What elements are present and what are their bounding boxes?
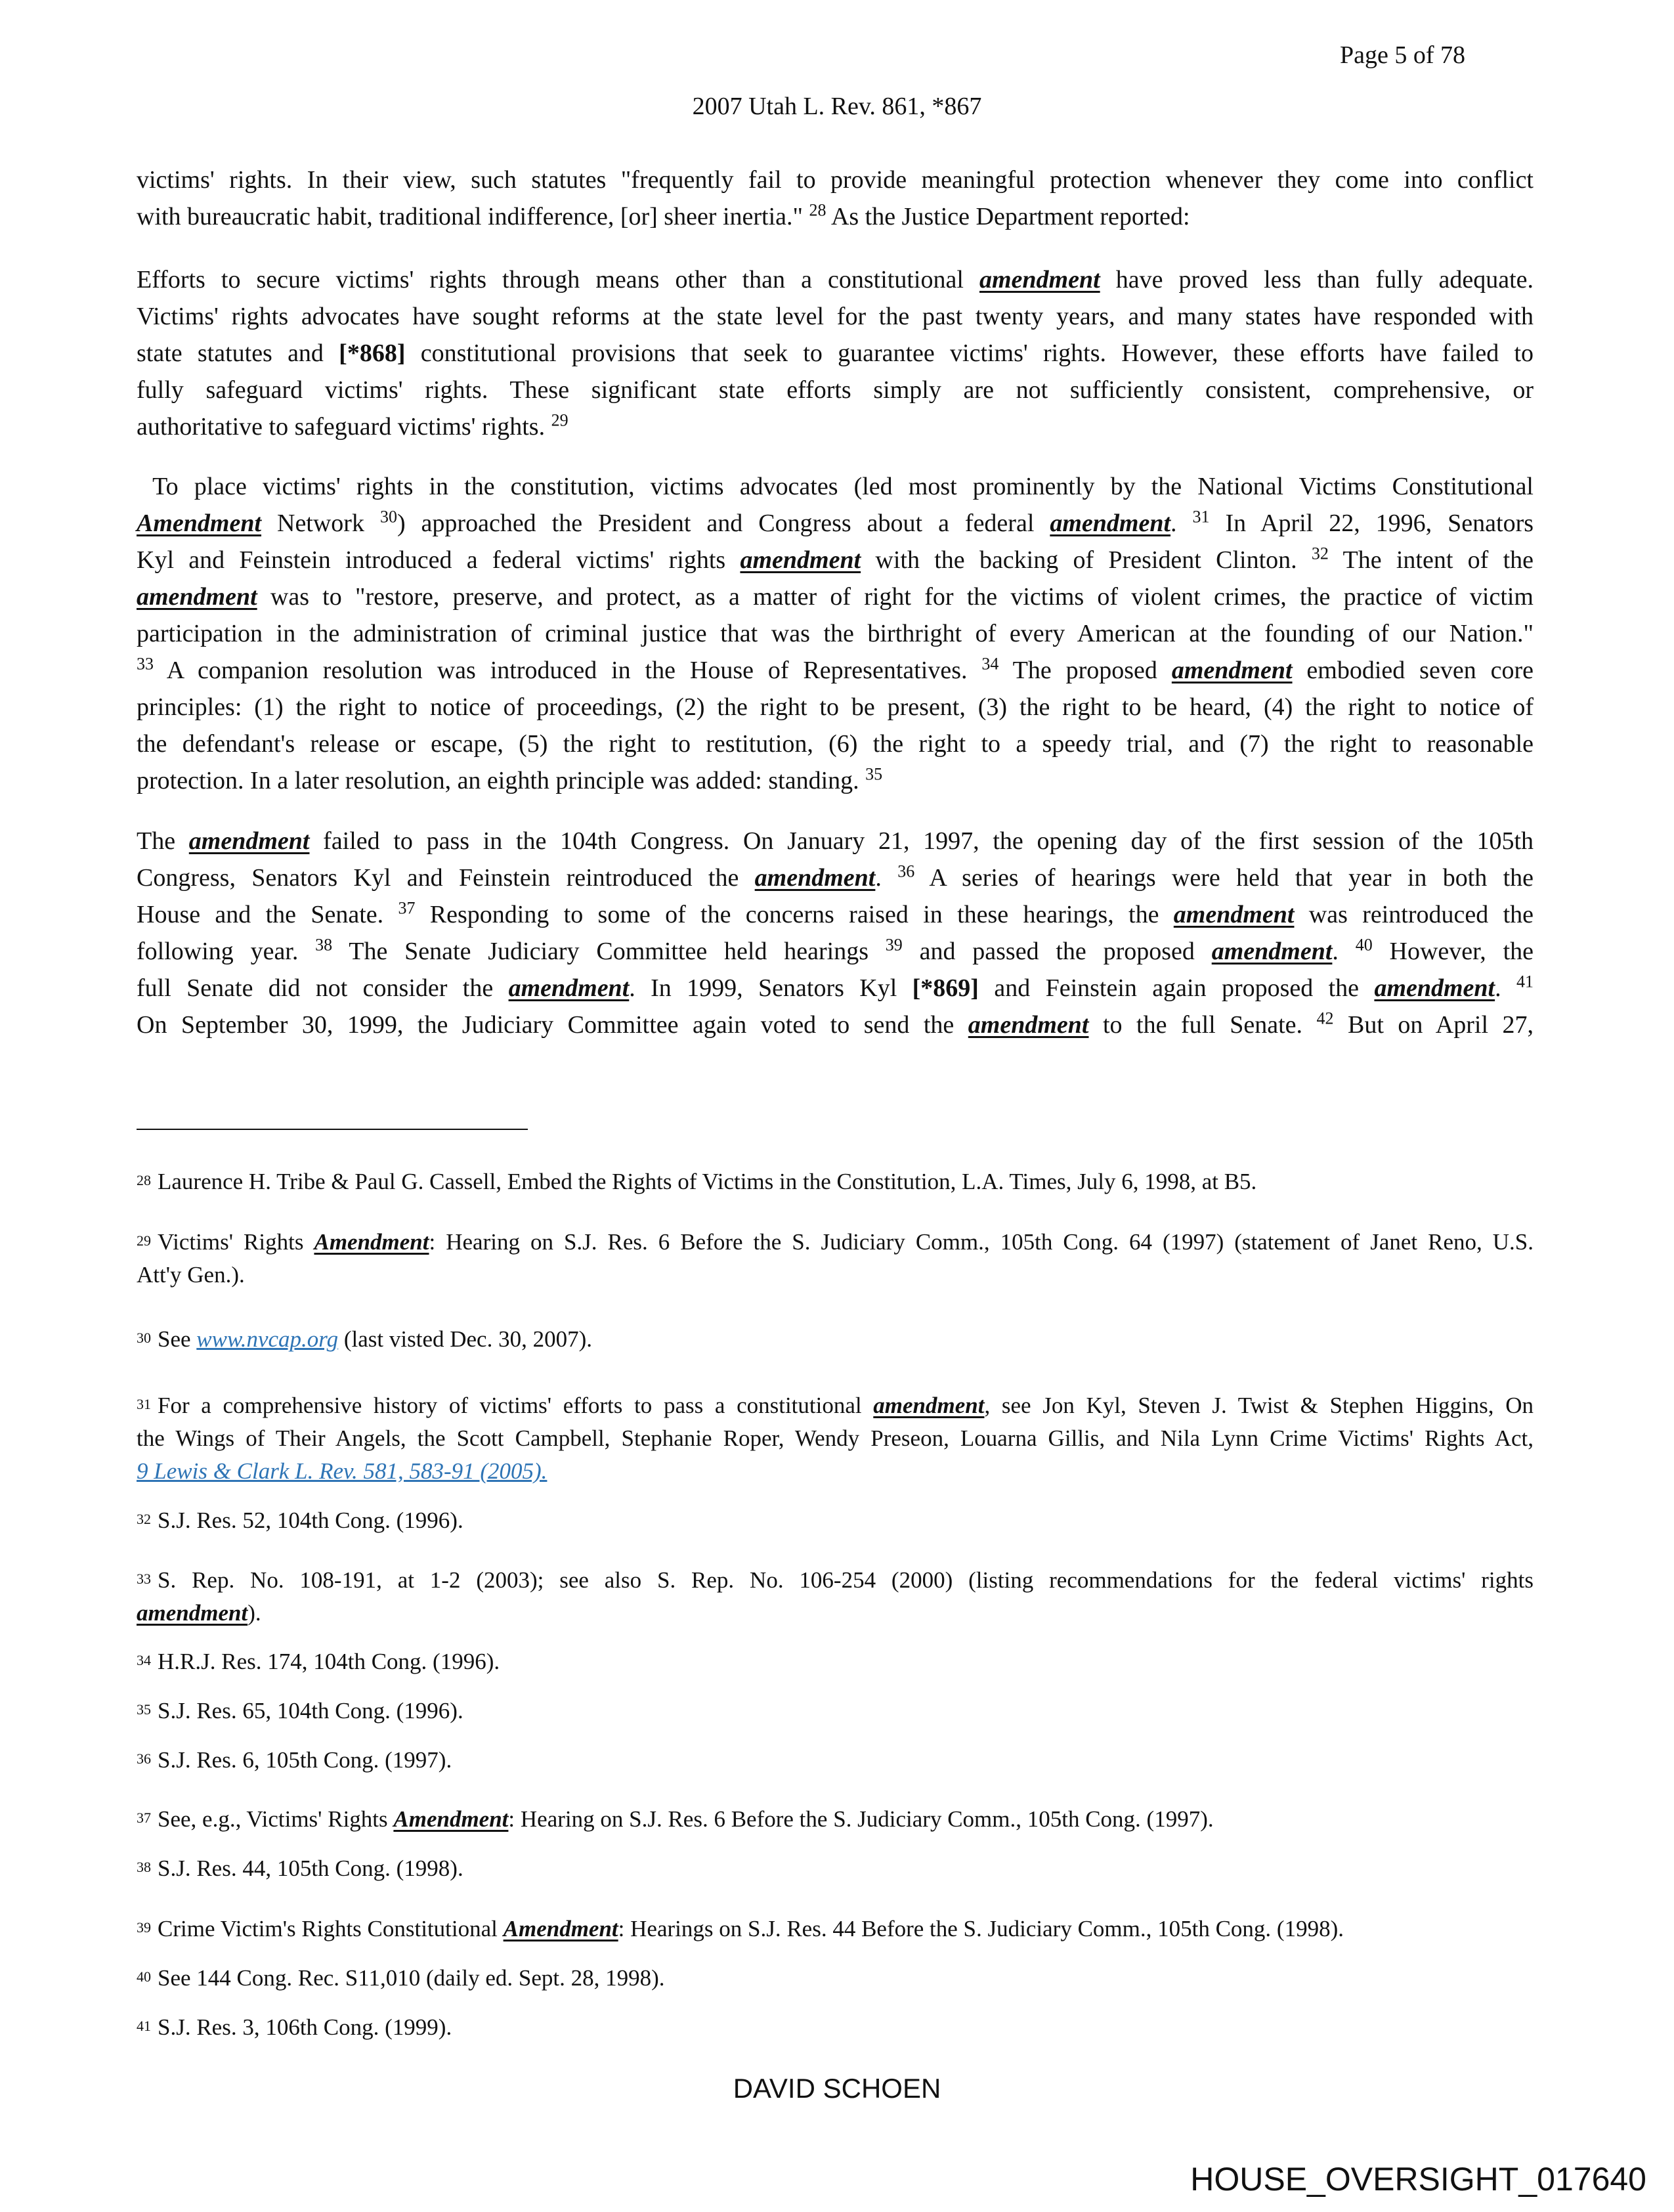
search-term-highlight: amendment (1050, 510, 1171, 537)
footnote-ref[interactable]: 34 (137, 1652, 151, 1668)
text-run: See, e.g., Victims' Rights (158, 1806, 394, 1832)
text-line (137, 198, 1534, 235)
search-term-highlight: Amendment (503, 1916, 618, 1941)
text-line (137, 1389, 1534, 1422)
text-run: participation in the administration of criminal justice that was the birthright of every American at the founding of our Nation." (137, 620, 1534, 647)
text-run: But on April 27, (1333, 1011, 1534, 1039)
text-run: As the Justice Department reported: (826, 203, 1190, 230)
text-line (137, 1852, 1534, 1885)
footnote-ref[interactable]: 34 (981, 654, 999, 674)
text-line (137, 896, 1534, 933)
search-term-highlight: amendment (137, 1600, 248, 1626)
footnote-ref[interactable]: 36 (137, 1750, 151, 1767)
footnote-36 (137, 1744, 1534, 1777)
text-line (137, 578, 1534, 615)
text-line (137, 162, 1534, 198)
text-line (137, 970, 1534, 1007)
footnote-31 (137, 1389, 1534, 1488)
text-run: with the backing of President Clinton. (861, 546, 1312, 574)
text-run: protection. In a later resolution, an eighth principle was added: standing. (137, 767, 866, 794)
text-line (137, 1803, 1534, 1836)
text-run: constitutional provisions that seek to guarantee victims' rights. However, these efforts have failed to (405, 339, 1534, 367)
footnote-34 (137, 1645, 1534, 1678)
text-run: However, the (1372, 938, 1534, 965)
search-term-highlight: amendment (740, 546, 861, 574)
text-run: have proved less than fully adequate. (1100, 266, 1534, 293)
search-term-highlight: amendment (188, 827, 310, 855)
text-line (137, 468, 1534, 505)
text-run: the Wings of Their Angels, the Scott Campbell, Stephanie Roper, Wendy Preseon, Louarna Gillis, and Nila Lynn Crime Victims' Rights Act, (137, 1425, 1534, 1451)
footnote-ref[interactable]: 41 (137, 2018, 151, 2034)
search-term-highlight: Amendment (393, 1806, 509, 1832)
footnote-ref[interactable]: 41 (1516, 972, 1534, 991)
text-line (137, 1226, 1534, 1259)
text-run: was to "restore, preserve, and protect, as a matter of right for the victims of violent crimes, the practice of victim (257, 583, 1534, 611)
text-run: and Feinstein again proposed the (978, 974, 1375, 1002)
search-term-highlight: amendment (1171, 657, 1293, 684)
text-run: fully safeguard victims' rights. These significant state efforts simply are not sufficiently consistent, comprehensive, or (137, 376, 1534, 404)
text-run: Victims' rights advocates have sought reforms at the state level for the past twenty years, and many states have responded with (137, 303, 1534, 330)
text-run: H.R.J. Res. 174, 104th Cong. (1996). (158, 1649, 500, 1674)
footnote-ref[interactable]: 30 (379, 507, 397, 527)
text-run: House and the Senate. (137, 901, 398, 928)
text-run: Efforts to secure victims' rights through means other than a constitutional (137, 266, 979, 293)
text-run: S.J. Res. 65, 104th Cong. (1996). (158, 1698, 463, 1724)
text-run: . (1332, 938, 1356, 965)
text-run: was reintroduced the (1294, 901, 1534, 928)
text-line (137, 1323, 1534, 1356)
text-run: state statutes and (137, 339, 339, 367)
footnote-ref[interactable]: 38 (315, 935, 333, 955)
search-term-highlight: amendment (979, 266, 1100, 293)
footnote-40 (137, 1962, 1534, 1995)
text-run: Victims' Rights (158, 1229, 314, 1255)
footnote-35 (137, 1695, 1534, 1727)
text-run: A series of hearings were held that year in both the (914, 864, 1534, 892)
text-line (137, 505, 1534, 542)
text-run: ) approached the President and Congress about a federal (397, 510, 1050, 537)
footnote-ref[interactable]: 38 (137, 1859, 151, 1875)
footnote-30 (137, 1323, 1534, 1356)
text-run: to the full Senate. (1088, 1011, 1317, 1039)
text-run: The intent of the (1328, 546, 1534, 574)
text-run: Responding to some of the concerns raised in these hearings, the (415, 901, 1174, 928)
footnote-ref[interactable]: 40 (137, 1968, 151, 1985)
text-run: and passed the proposed (902, 938, 1212, 965)
text-run: Kyl and Feinstein introduced a federal victims' rights (137, 546, 740, 574)
text-run: For a comprehensive history of victims' efforts to pass a constitutional (158, 1393, 874, 1418)
search-term-highlight: amendment (137, 583, 257, 611)
text-run: . (1170, 510, 1193, 537)
text-line (137, 762, 1534, 799)
text-line (137, 1597, 1534, 1630)
body-paragraph-1 (137, 162, 1534, 235)
text-run: In April 22, 1996, Senators (1209, 510, 1534, 537)
footnote-ref[interactable]: 39 (137, 1919, 151, 1936)
footnote-ref[interactable]: 33 (137, 1571, 151, 1587)
text-run: Laurence H. Tribe & Paul G. Cassell, Embed the Rights of Victims in the Constitution, L.A. Times, July 6, 1998, at B5. (158, 1169, 1257, 1194)
body-paragraph-2 (137, 468, 1534, 799)
text-run: following year. (137, 938, 316, 965)
text-line (137, 1564, 1534, 1597)
text-run: The (137, 827, 189, 855)
text-line (137, 1422, 1534, 1455)
footnote-28 (137, 1165, 1534, 1198)
footnote-ref[interactable]: 28 (809, 200, 826, 220)
footnote-ref[interactable]: 36 (897, 861, 915, 881)
search-term-highlight: amendment (1374, 974, 1495, 1002)
citation-link[interactable]: 9 Lewis & Clark L. Rev. 581, 583-91 (2005). (137, 1458, 547, 1484)
footnote-ref[interactable]: 31 (1192, 507, 1210, 527)
footnote-ref[interactable]: 37 (137, 1810, 151, 1826)
star-page-marker: [*869] (912, 974, 979, 1002)
text-run: S. Rep. No. 108-191, at 1-2 (2003); see also S. Rep. No. 106-254 (2000) (listing recommendations for the federal victims' rights (158, 1567, 1534, 1593)
text-line (137, 2011, 1534, 2044)
text-run: . (875, 864, 898, 892)
text-line (137, 859, 1534, 896)
text-run: On September 30, 1999, the Judiciary Committee again voted to send the (137, 1011, 968, 1039)
footnote-ref[interactable]: 35 (865, 764, 883, 784)
footnote-39 (137, 1913, 1534, 1945)
text-run: with bureaucratic habit, traditional indifference, [or] sheer inertia." (137, 203, 809, 230)
text-line (137, 1504, 1534, 1537)
footnote-ref[interactable]: 30 (137, 1330, 151, 1346)
text-run: The Senate Judiciary Committee held hearings (332, 938, 886, 965)
footnote-ref[interactable]: 32 (137, 1511, 151, 1527)
footer-author: DAVID SCHOEN (733, 2073, 941, 2104)
search-term-highlight: Amendment (137, 510, 262, 537)
text-line (137, 542, 1534, 578)
text-line (137, 1744, 1534, 1777)
text-run: Network (261, 510, 380, 537)
text-line (137, 1007, 1534, 1043)
text-line (137, 933, 1534, 970)
text-run: authoritative to safeguard victims' rights. (137, 413, 551, 441)
text-run: To place victims' rights in the constitution, victims advocates (led most prominently by the National Victims Constitutional (137, 473, 1534, 500)
search-term-highlight: amendment (1211, 938, 1333, 965)
page-number: Page 5 of 78 (1339, 41, 1465, 69)
footnote-41 (137, 2011, 1534, 2044)
footnote-ref[interactable]: 29 (137, 1232, 151, 1249)
text-run: S.J. Res. 52, 104th Cong. (1996). (158, 1507, 463, 1533)
footnote-ref[interactable]: 40 (1355, 935, 1373, 955)
text-line (137, 823, 1534, 859)
text-run: embodied seven core (1292, 657, 1534, 684)
text-run: (last visted Dec. 30, 2007). (338, 1326, 592, 1352)
footnote-ref[interactable]: 33 (137, 654, 154, 674)
text-run: ). (247, 1600, 261, 1626)
footnote-ref[interactable]: 39 (885, 935, 903, 955)
footnote-ref[interactable]: 35 (137, 1701, 151, 1718)
footnote-ref[interactable]: 31 (137, 1396, 151, 1412)
text-line (137, 1962, 1534, 1995)
body-paragraph-3 (137, 823, 1534, 1043)
text-run: the defendant's release or escape, (5) the right to restitution, (6) the right to a speedy trial, and (7) the right to reasonable (137, 730, 1534, 758)
text-run: : Hearings on S.J. Res. 44 Before the S. Judiciary Comm., 105th Cong. (1998). (618, 1916, 1344, 1941)
text-run: A companion resolution was introduced in the House of Representatives. (154, 657, 982, 684)
text-line (137, 335, 1534, 372)
text-line (137, 615, 1534, 652)
footnote-32 (137, 1504, 1534, 1537)
star-page-marker: [*868] (339, 339, 406, 367)
footnote-ref[interactable]: 28 (137, 1172, 151, 1188)
footnote-separator (137, 1129, 528, 1130)
text-line (137, 652, 1534, 689)
text-run: victims' rights. In their view, such statutes "frequently fail to provide meaningful protection whenever they come into conflict (137, 166, 1534, 194)
text-line (137, 1695, 1534, 1727)
search-term-highlight: amendment (1173, 901, 1295, 928)
search-term-highlight: amendment (873, 1393, 985, 1418)
text-run: Att'y Gen.). (137, 1262, 245, 1288)
footnote-ref[interactable]: 32 (1311, 544, 1329, 563)
text-run: failed to pass in the 104th Congress. On January 21, 1997, the opening day of the first session of the 105th (309, 827, 1534, 855)
footnote-29 (137, 1226, 1534, 1291)
text-line (137, 1259, 1534, 1291)
text-line (137, 408, 1534, 445)
text-run: principles: (1) the right to notice of proceedings, (2) the right to be present, (3) the right to be heard, (4) the right to notice of (137, 693, 1534, 721)
text-line (137, 261, 1534, 298)
text-line (137, 372, 1534, 408)
search-term-highlight: amendment (754, 864, 876, 892)
text-run: , see Jon Kyl, Steven J. Twist & Stephen Higgins, On (984, 1393, 1534, 1418)
footnote-37 (137, 1803, 1534, 1836)
text-line (137, 1645, 1534, 1678)
text-run: full Senate did not consider the (137, 974, 509, 1002)
text-run: S.J. Res. 44, 105th Cong. (1998). (158, 1855, 463, 1881)
text-line (137, 298, 1534, 335)
footnote-38 (137, 1852, 1534, 1885)
text-run: Congress, Senators Kyl and Feinstein reintroduced the (137, 864, 755, 892)
text-run: . (1495, 974, 1516, 1002)
text-line (137, 1455, 1534, 1488)
bates-number: HOUSE_OVERSIGHT_017640 (1190, 2161, 1646, 2198)
footnote-ref[interactable]: 37 (398, 898, 416, 918)
text-run: : Hearing on S.J. Res. 6 Before the S. Judiciary Comm., 105th Cong. 64 (1997) (statement of Janet Reno, U.S. (429, 1229, 1534, 1255)
block-quote (137, 261, 1534, 445)
text-run: See (158, 1326, 197, 1352)
text-line (137, 689, 1534, 726)
footnote-33 (137, 1564, 1534, 1630)
text-run: S.J. Res. 6, 105th Cong. (1997). (158, 1747, 452, 1773)
text-run: Crime Victim's Rights Constitutional (158, 1916, 504, 1941)
text-line (137, 1913, 1534, 1945)
footnote-ref[interactable]: 42 (1316, 1008, 1334, 1028)
footnote-ref[interactable]: 29 (551, 410, 569, 430)
text-line (137, 726, 1534, 762)
text-run: See 144 Cong. Rec. S11,010 (daily ed. Sept. 28, 1998). (158, 1965, 665, 1991)
text-run: S.J. Res. 3, 106th Cong. (1999). (158, 2014, 452, 2040)
text-line (137, 1165, 1534, 1198)
text-run: . In 1999, Senators Kyl (629, 974, 912, 1002)
citation-link[interactable]: www.nvcap.org (196, 1326, 339, 1352)
search-term-highlight: amendment (968, 1011, 1089, 1039)
search-term-highlight: amendment (508, 974, 630, 1002)
text-run: : Hearing on S.J. Res. 6 Before the S. Judiciary Comm., 105th Cong. (1997). (508, 1806, 1214, 1832)
citation-header: 2007 Utah L. Rev. 861, *867 (692, 93, 982, 120)
search-term-highlight: Amendment (314, 1229, 429, 1255)
text-run: The proposed (998, 657, 1172, 684)
